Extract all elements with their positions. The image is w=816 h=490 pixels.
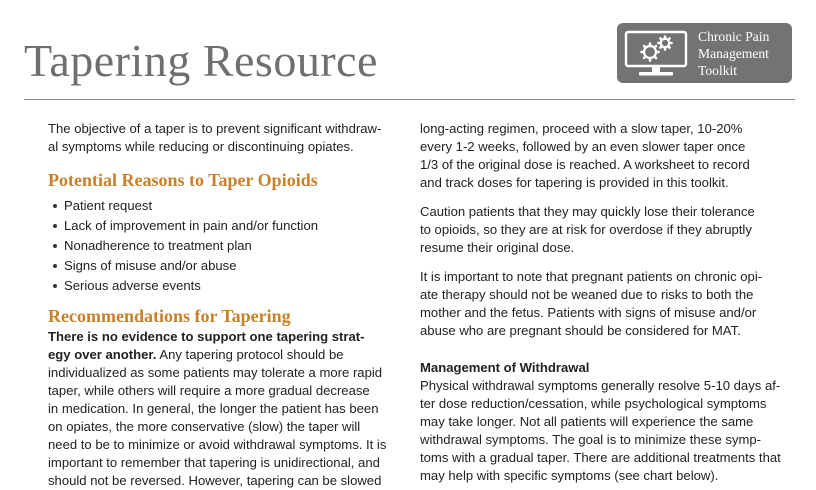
recommendations-paragraph xyxy=(48,328,400,490)
emphasis-line: There is no evidence to support one tapering strat- xyxy=(48,329,365,344)
text-line: ate therapy should not be weaned due to risks to both the xyxy=(420,287,754,302)
toolkit-badge xyxy=(617,23,792,83)
left-column xyxy=(48,120,400,490)
text-line: 1/3 of the original dose is reached. A worksheet to record xyxy=(420,157,750,172)
text-line: and track doses for tapering is provided in this toolkit. xyxy=(420,175,729,190)
taper-regimen-paragraph xyxy=(420,120,772,192)
list-item: Lack of improvement in pain and/or function xyxy=(48,216,400,236)
text-line: withdrawal symptoms. The goal is to minimize these symp- xyxy=(420,432,762,447)
list-item: Signs of misuse and/or abuse xyxy=(48,256,400,276)
text-line: abuse who are pregnant should be considered for MAT. xyxy=(420,323,741,338)
text-line: mother and the fetus. Patients with signs of misuse and/or xyxy=(420,305,757,320)
text-line: on opiates, the more conservative (slow) the taper will xyxy=(48,419,361,434)
intro-paragraph xyxy=(48,120,400,156)
text-line: It is important to note that pregnant patients on chronic opi- xyxy=(420,269,763,284)
badge-line: Toolkit xyxy=(698,63,738,78)
text-line: al symptoms while reducing or discontinuing opiates. xyxy=(48,139,354,154)
text-line: taper, while others will require a more gradual decrease xyxy=(48,383,370,398)
reasons-heading: Potential Reasons to Taper Opioids xyxy=(48,170,318,190)
page-title: Tapering Resource xyxy=(24,35,378,86)
withdrawal-heading: Management of Withdrawal xyxy=(420,360,590,375)
list-item: Nonadherence to treatment plan xyxy=(48,236,400,256)
badge-line: Chronic Pain xyxy=(698,29,770,44)
emphasis-text: egy over another. xyxy=(48,347,157,362)
text-line: need to be to minimize or avoid withdrawal symptoms. It is xyxy=(48,437,387,452)
pregnancy-paragraph xyxy=(420,268,772,340)
text-line: ter dose reduction/cessation, while psychological symptoms xyxy=(420,396,767,411)
text-line: should not be reversed. However, tapering can be slowed xyxy=(48,473,382,488)
caution-paragraph xyxy=(420,203,772,257)
text-line: individualized as some patients may tolerate a more rapid xyxy=(48,365,383,380)
text-line: resume their original dose. xyxy=(420,240,575,255)
recommendations-heading: Recommendations for Tapering xyxy=(48,306,291,326)
header-divider xyxy=(24,99,795,100)
text-line: to opioids, so they are at risk for overdose if they abruptly xyxy=(420,222,752,237)
text-line: may help with specific symptoms (see chart below). xyxy=(420,468,719,483)
text-fragment: Any tapering protocol should be xyxy=(156,347,344,362)
badge-text xyxy=(698,28,790,79)
text-line: important to remember that tapering is unidirectional, and xyxy=(48,455,380,470)
monitor-gears-icon xyxy=(623,29,689,79)
right-column xyxy=(420,120,781,485)
list-item: Serious adverse events xyxy=(48,276,400,296)
list-item: Patient request xyxy=(48,196,400,216)
text-line: may take longer. Not all patients will experience the same xyxy=(420,414,754,429)
text-line: Physical withdrawal symptoms generally resolve 5-10 days af- xyxy=(420,378,781,393)
text-line: Caution patients that they may quickly lose their tolerance xyxy=(420,204,755,219)
text-line: The objective of a taper is to prevent significant withdraw- xyxy=(48,121,382,136)
text-line xyxy=(48,346,400,364)
badge-line: Management xyxy=(698,46,769,61)
text-line: toms with a gradual taper. There are additional treatments that xyxy=(420,450,781,465)
reasons-list xyxy=(48,196,400,296)
text-line: long-acting regimen, proceed with a slow taper, 10-20% xyxy=(420,121,743,136)
text-line: every 1-2 weeks, followed by an even slower taper once xyxy=(420,139,746,154)
withdrawal-paragraph xyxy=(420,377,781,485)
text-line: in medication. In general, the longer the patient has been xyxy=(48,401,379,416)
